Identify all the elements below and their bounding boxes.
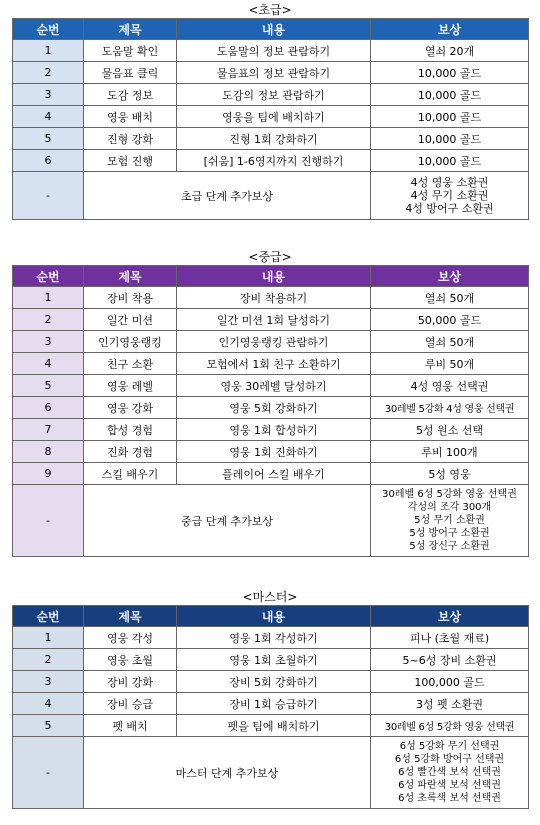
bonus-reward-item: 4성 영웅 소환권 bbox=[410, 176, 489, 189]
bonus-reward-item: 6성 초록색 보석 선택권 bbox=[398, 793, 501, 804]
bonus-reward-item: 6성 파란색 보석 선택권 bbox=[398, 780, 501, 791]
header-reward: 보상 bbox=[371, 19, 529, 40]
row-reward: 100,000 골드 bbox=[371, 671, 529, 693]
header-title: 제목 bbox=[84, 19, 177, 40]
row-title: 영웅 레벨 bbox=[84, 375, 177, 397]
row-reward: 피나 (초월 재료) bbox=[371, 627, 529, 649]
row-reward: 5성 원소 선택 bbox=[371, 419, 529, 441]
row-reward: 루비 50개 bbox=[371, 353, 529, 375]
row-title: 장비 착용 bbox=[84, 287, 177, 309]
row-title: 진화 경험 bbox=[84, 441, 177, 463]
row-reward: 50,000 골드 bbox=[371, 309, 529, 331]
row-num: 5 bbox=[13, 375, 84, 397]
row-title: 영웅 배치 bbox=[84, 106, 177, 128]
row-reward: 30레벨 5강화 4성 영웅 선택권 bbox=[371, 397, 529, 419]
row-reward: 열쇠 50개 bbox=[371, 287, 529, 309]
row-num: 4 bbox=[13, 106, 84, 128]
row-title: 친구 소환 bbox=[84, 353, 177, 375]
row-title: 일간 미션 bbox=[84, 309, 177, 331]
table-row bbox=[13, 353, 529, 375]
row-num: 6 bbox=[13, 397, 84, 419]
row-reward: 열쇠 50개 bbox=[371, 331, 529, 353]
row-content: 영웅 30레벨 달성하기 bbox=[177, 375, 371, 397]
bonus-reward-item: 5성 무기 소환권 bbox=[414, 515, 485, 526]
row-reward: 30레벨 6성 5강화 영웅 선택권 bbox=[371, 715, 529, 737]
row-content: 영웅 1회 초월하기 bbox=[177, 649, 371, 671]
row-title: 영웅 각성 bbox=[84, 627, 177, 649]
row-content: [쉬움] 1-6영지까지 진행하기 bbox=[177, 150, 371, 172]
table-row bbox=[13, 150, 529, 172]
table-row bbox=[13, 693, 529, 715]
header-title: 제목 bbox=[84, 266, 177, 287]
reward-table bbox=[12, 18, 529, 220]
table-row bbox=[13, 84, 529, 106]
row-title: 합성 경험 bbox=[84, 419, 177, 441]
section-beginner bbox=[12, 2, 528, 220]
row-reward: 루비 100개 bbox=[371, 441, 529, 463]
row-reward: 5성 영웅 bbox=[371, 463, 529, 485]
section-intermediate bbox=[12, 249, 528, 557]
row-num: 1 bbox=[13, 287, 84, 309]
row-title: 장비 승급 bbox=[84, 693, 177, 715]
reward-table bbox=[12, 605, 529, 809]
table-row bbox=[13, 463, 529, 485]
table-row bbox=[13, 671, 529, 693]
table-row bbox=[13, 106, 529, 128]
row-title: 영웅 초월 bbox=[84, 649, 177, 671]
row-title: 도움말 확인 bbox=[84, 40, 177, 62]
header-reward: 보상 bbox=[371, 266, 529, 287]
bonus-reward-item: 4성 무기 소환권 bbox=[410, 189, 489, 202]
bonus-rewards bbox=[371, 485, 529, 557]
table-row bbox=[13, 40, 529, 62]
row-content: 진형 1회 강화하기 bbox=[177, 128, 371, 150]
section-master bbox=[12, 589, 528, 809]
row-title: 영웅 강화 bbox=[84, 397, 177, 419]
header-row bbox=[13, 19, 529, 40]
row-content: 영웅 1회 진화하기 bbox=[177, 441, 371, 463]
bonus-label: 중급 단계 추가보상 bbox=[84, 485, 371, 557]
row-num: 3 bbox=[13, 671, 84, 693]
bonus-reward-item: 6성 빨간색 보석 선택권 bbox=[398, 767, 501, 778]
row-num: 1 bbox=[13, 627, 84, 649]
row-content: 장비 1회 승급하기 bbox=[177, 693, 371, 715]
bonus-num: - bbox=[13, 485, 84, 557]
row-content: 일간 미션 1회 달성하기 bbox=[177, 309, 371, 331]
row-content: 모험에서 1회 친구 소환하기 bbox=[177, 353, 371, 375]
row-content: 인기영웅랭킹 관람하기 bbox=[177, 331, 371, 353]
row-title: 펫 배치 bbox=[84, 715, 177, 737]
row-reward: 열쇠 20개 bbox=[371, 40, 529, 62]
table-row bbox=[13, 419, 529, 441]
row-num: 4 bbox=[13, 353, 84, 375]
row-content: 장비 5회 강화하기 bbox=[177, 671, 371, 693]
row-num: 3 bbox=[13, 84, 84, 106]
bonus-num: - bbox=[13, 172, 84, 220]
bonus-reward-item: 각성의 조각 300개 bbox=[407, 502, 492, 513]
header-row bbox=[13, 266, 529, 287]
row-num: 3 bbox=[13, 331, 84, 353]
header-title: 제목 bbox=[84, 606, 177, 627]
bonus-row bbox=[13, 737, 529, 809]
header-num: 순번 bbox=[13, 19, 84, 40]
row-num: 6 bbox=[13, 150, 84, 172]
section-title: <초급> bbox=[248, 3, 292, 17]
row-num: 4 bbox=[13, 693, 84, 715]
table-row bbox=[13, 715, 529, 737]
header-content: 내용 bbox=[177, 606, 371, 627]
row-num: 2 bbox=[13, 649, 84, 671]
bonus-reward-item: 6성 5강화 무기 선택권 bbox=[399, 741, 500, 752]
bonus-reward-item: 5성 방어구 소환권 bbox=[409, 528, 490, 539]
header-num: 순번 bbox=[13, 606, 84, 627]
bonus-row bbox=[13, 485, 529, 557]
row-reward: 4성 영웅 선택권 bbox=[371, 375, 529, 397]
bonus-row bbox=[13, 172, 529, 220]
row-title: 장비 강화 bbox=[84, 671, 177, 693]
row-content: 도감의 정보 관람하기 bbox=[177, 84, 371, 106]
bonus-label: 마스터 단계 추가보상 bbox=[84, 737, 371, 809]
table-row bbox=[13, 287, 529, 309]
row-num: 1 bbox=[13, 40, 84, 62]
section-title: <마스터> bbox=[242, 590, 298, 604]
bonus-rewards bbox=[371, 172, 529, 220]
row-title: 모험 진행 bbox=[84, 150, 177, 172]
bonus-reward-item: 30레벨 6성 5강화 영웅 선택권 bbox=[382, 489, 517, 500]
row-content: 영웅 1회 각성하기 bbox=[177, 627, 371, 649]
row-num: 2 bbox=[13, 62, 84, 84]
table-row bbox=[13, 627, 529, 649]
header-content: 내용 bbox=[177, 19, 371, 40]
row-reward: 10,000 골드 bbox=[371, 62, 529, 84]
row-reward: 3성 펫 소환권 bbox=[371, 693, 529, 715]
row-reward: 10,000 골드 bbox=[371, 84, 529, 106]
bonus-label: 초급 단계 추가보상 bbox=[84, 172, 371, 220]
table-row bbox=[13, 441, 529, 463]
table-row bbox=[13, 397, 529, 419]
reward-table bbox=[12, 265, 529, 557]
table-row bbox=[13, 128, 529, 150]
row-title: 인기영웅랭킹 bbox=[84, 331, 177, 353]
row-content: 플레이어 스킬 배우기 bbox=[177, 463, 371, 485]
row-num: 7 bbox=[13, 419, 84, 441]
row-num: 9 bbox=[13, 463, 84, 485]
row-content: 도움말의 정보 관람하기 bbox=[177, 40, 371, 62]
row-reward: 10,000 골드 bbox=[371, 106, 529, 128]
row-title: 진형 강화 bbox=[84, 128, 177, 150]
bonus-num: - bbox=[13, 737, 84, 809]
row-num: 8 bbox=[13, 441, 84, 463]
header-row bbox=[13, 606, 529, 627]
row-reward: 10,000 골드 bbox=[371, 150, 529, 172]
table-row bbox=[13, 649, 529, 671]
row-num: 5 bbox=[13, 128, 84, 150]
row-content: 영웅 5회 강화하기 bbox=[177, 397, 371, 419]
header-reward: 보상 bbox=[371, 606, 529, 627]
bonus-reward-item: 5성 장신구 소환권 bbox=[409, 541, 490, 552]
bonus-reward-item: 4성 방어구 소환권 bbox=[405, 202, 494, 215]
row-title: 스킬 배우기 bbox=[84, 463, 177, 485]
row-num: 5 bbox=[13, 715, 84, 737]
row-title: 도감 정보 bbox=[84, 84, 177, 106]
header-num: 순번 bbox=[13, 266, 84, 287]
table-row bbox=[13, 375, 529, 397]
row-num: 2 bbox=[13, 309, 84, 331]
row-reward: 10,000 골드 bbox=[371, 128, 529, 150]
table-row bbox=[13, 309, 529, 331]
table-row bbox=[13, 331, 529, 353]
row-content: 영웅 1회 합성하기 bbox=[177, 419, 371, 441]
row-content: 펫을 팀에 배치하기 bbox=[177, 715, 371, 737]
bonus-rewards bbox=[371, 737, 529, 809]
row-content: 물음표의 정보 관람하기 bbox=[177, 62, 371, 84]
row-reward: 5~6성 장비 소환권 bbox=[371, 649, 529, 671]
row-title: 물음표 클릭 bbox=[84, 62, 177, 84]
bonus-reward-item: 6성 5강화 방어구 선택권 bbox=[394, 754, 505, 765]
header-content: 내용 bbox=[177, 266, 371, 287]
row-content: 영웅을 팀에 배치하기 bbox=[177, 106, 371, 128]
section-title: <중급> bbox=[248, 250, 292, 264]
row-content: 장비 착용하기 bbox=[177, 287, 371, 309]
table-row bbox=[13, 62, 529, 84]
